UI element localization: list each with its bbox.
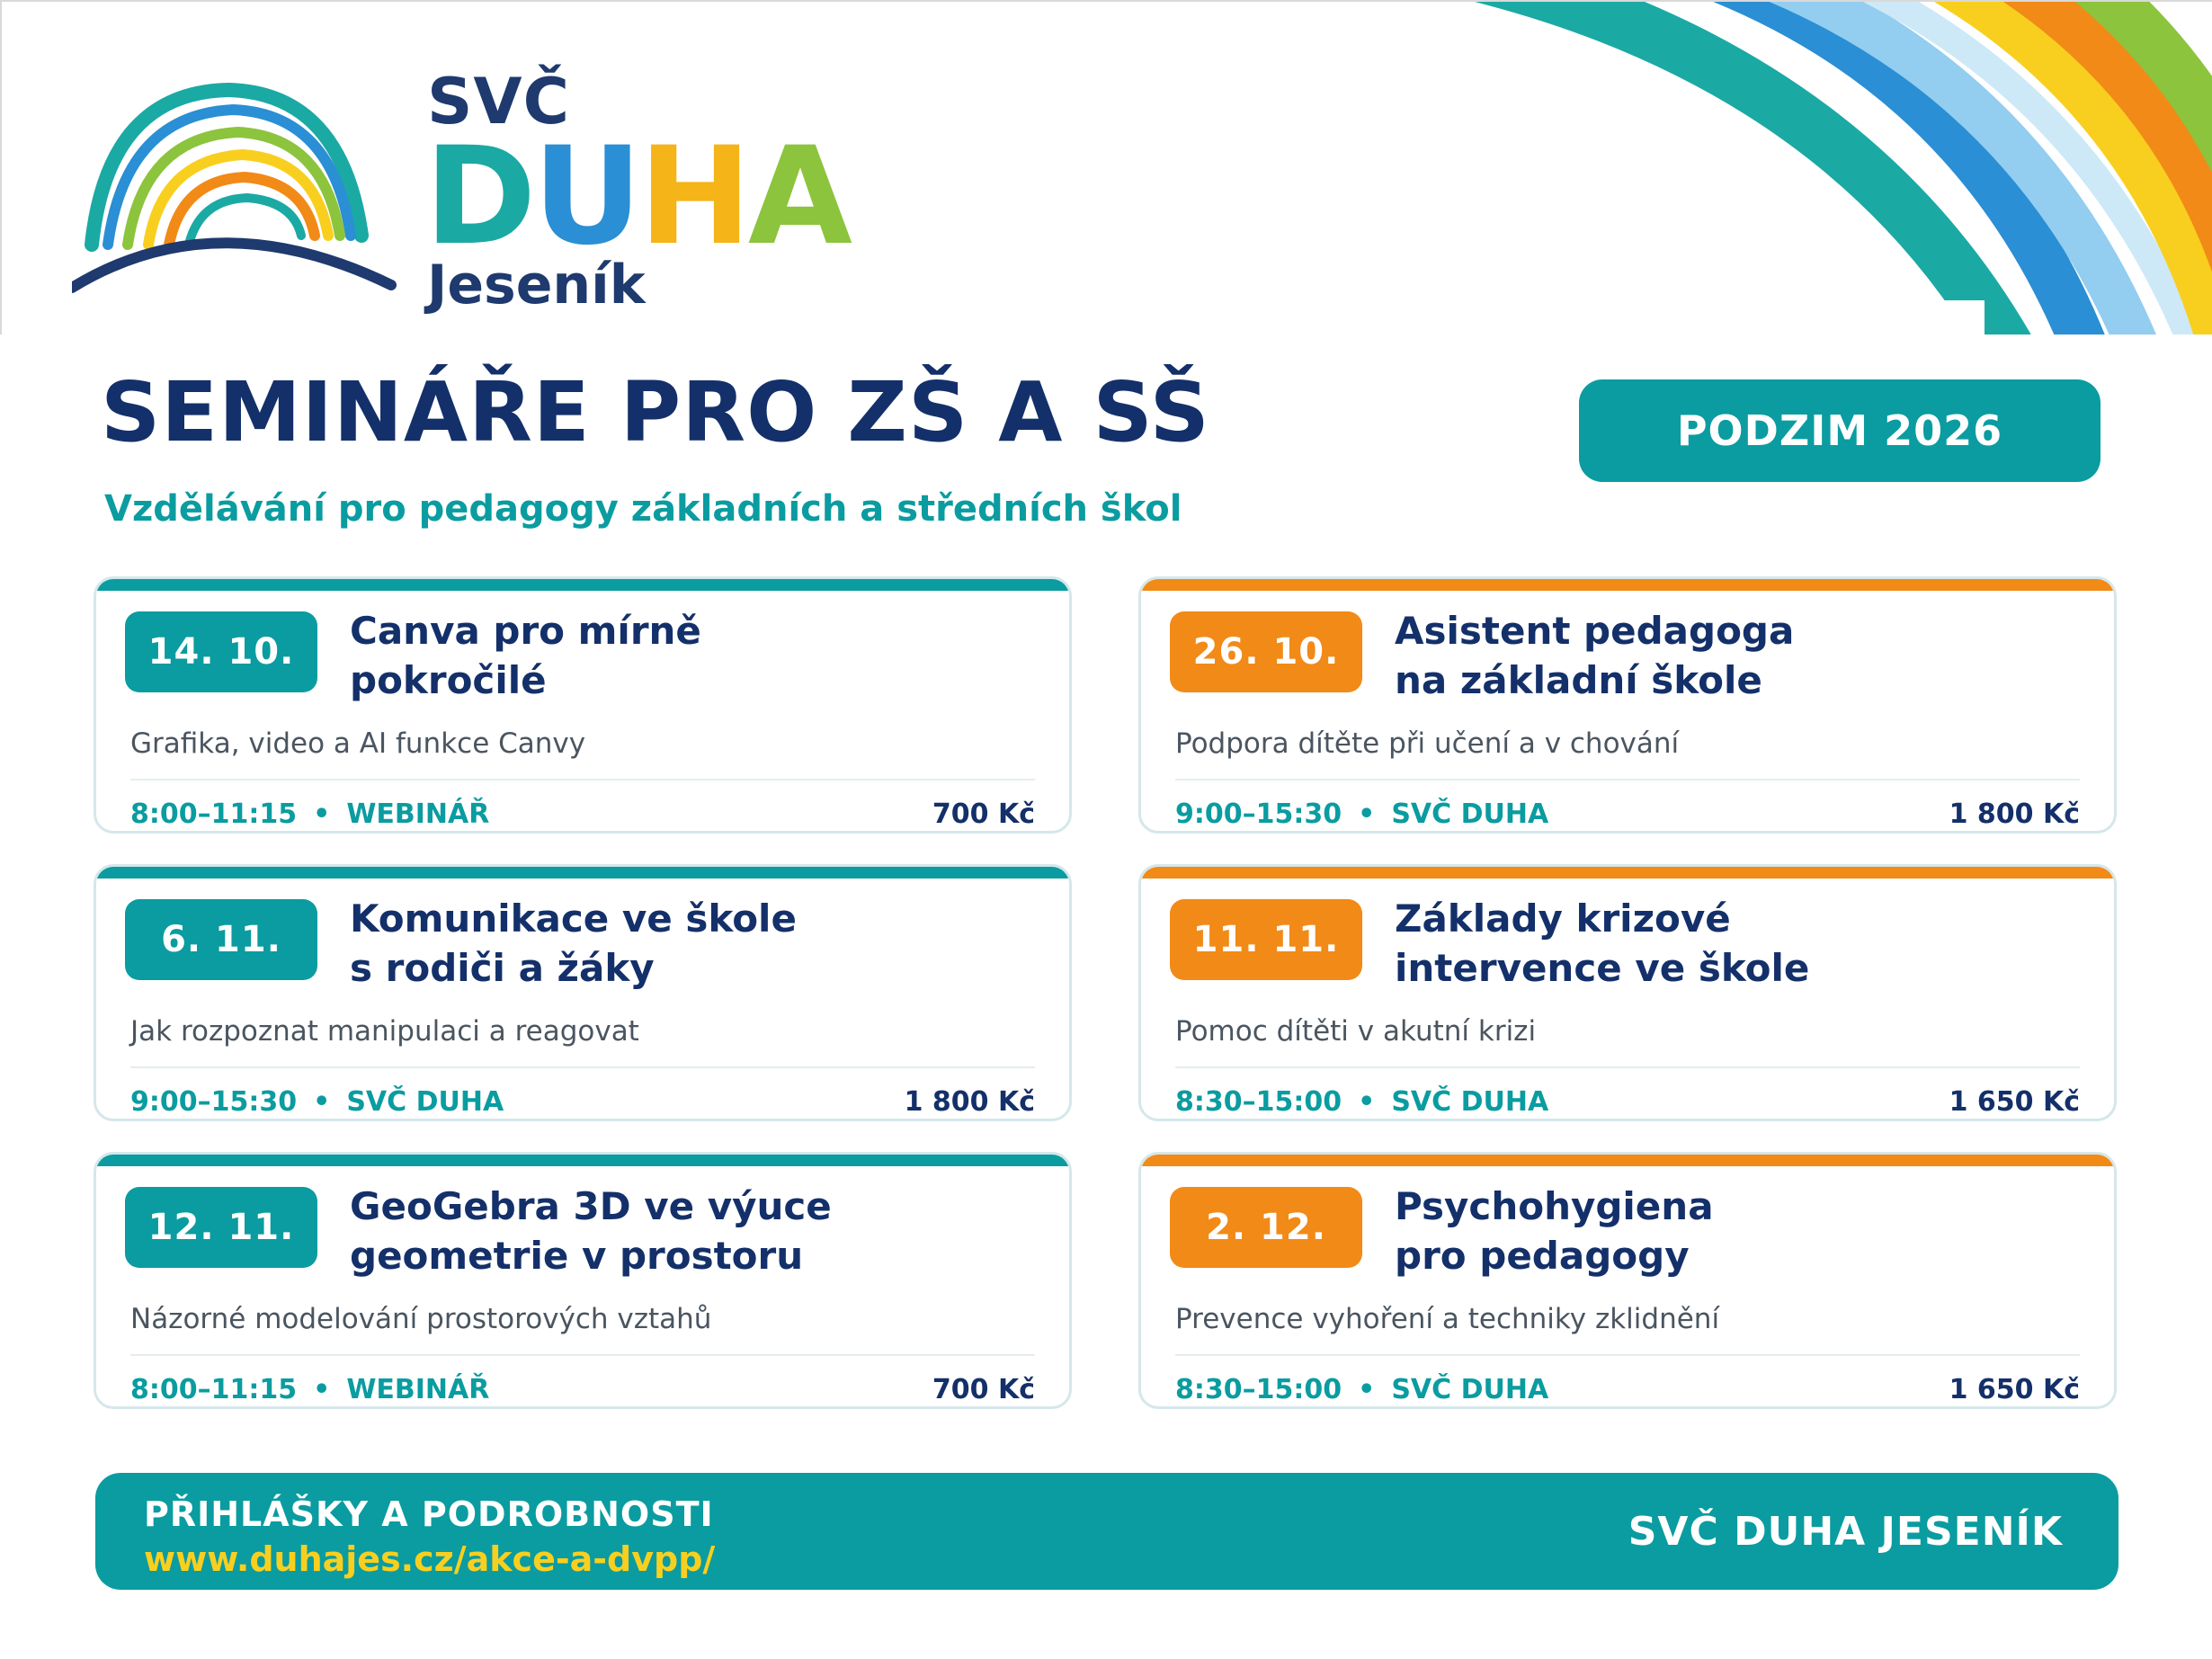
seminar-title-line-1: Asistent pedagoga (1395, 609, 1795, 653)
meta-separator: • (313, 1374, 331, 1405)
seminar-title-line-1: Základy krizové (1395, 896, 1731, 941)
seminar-card (94, 864, 1072, 1121)
seminar-title-line-1: Canva pro mírně (350, 609, 701, 653)
logo-duha-d: D (424, 119, 533, 275)
card-accent-bar (1141, 867, 2114, 879)
seminar-title-line-2: na základní škole (1395, 658, 1762, 702)
page-title: SEMINÁŘE PRO ZŠ A SŠ (101, 364, 1210, 460)
card-divider (1175, 1354, 2080, 1356)
seminar-title (350, 606, 1051, 705)
seminar-title-line-2: intervence ve škole (1395, 946, 1810, 990)
seminar-date-badge: 6. 11. (125, 899, 317, 980)
seminar-date-badge: 12. 11. (125, 1187, 317, 1268)
page-subtitle: Vzdělávání pro pedagogy základních a středních škol (104, 488, 1182, 530)
seminar-card (94, 576, 1072, 834)
header-band (0, 0, 2212, 334)
seminar-description: Podpora dítěte při učení a v chování (1175, 727, 1680, 760)
logo-duha-text (424, 119, 849, 275)
seminar-title (1395, 606, 2096, 705)
seminar-meta (1175, 798, 1548, 830)
card-divider (130, 779, 1035, 780)
seminar-title-line-2: geometrie v prostoru (350, 1234, 804, 1278)
card-divider (130, 1066, 1035, 1068)
logo-jesenik-text: Jeseník (427, 254, 646, 317)
seminar-title-line-2: pro pedagogy (1395, 1234, 1690, 1278)
meta-separator: • (1358, 1374, 1376, 1405)
meta-separator: • (313, 1086, 331, 1118)
seminar-price: 1 800 Kč (904, 1086, 1035, 1118)
seminar-place: WEBINÁŘ (346, 798, 490, 830)
seminar-place: WEBINÁŘ (346, 1374, 490, 1405)
seminar-price: 1 650 Kč (1949, 1086, 2080, 1118)
seminar-title (1395, 1182, 2096, 1280)
seminar-date-badge: 14. 10. (125, 611, 317, 692)
seminar-place: SVČ DUHA (1391, 1374, 1549, 1405)
footer-banner (95, 1473, 2118, 1590)
seminar-description: Pomoc dítěti v akutní krizi (1175, 1015, 1537, 1048)
seminar-place: SVČ DUHA (1391, 798, 1549, 830)
seminar-time: 8:30–15:00 (1175, 1086, 1342, 1118)
meta-separator: • (313, 798, 331, 830)
logo-duha-a: A (747, 119, 849, 275)
seminar-description: Grafika, video a AI funkce Canvy (130, 727, 586, 760)
seminar-meta (130, 1086, 504, 1118)
footer-organization: SVČ DUHA JESENÍK (1628, 1509, 2063, 1555)
seminar-place: SVČ DUHA (1391, 1086, 1549, 1118)
logo-duha-u: U (532, 119, 639, 275)
card-accent-bar (96, 1155, 1069, 1166)
seminar-title-line-2: pokročilé (350, 658, 547, 702)
seminar-time: 8:00–11:15 (130, 798, 298, 830)
seminar-description: Jak rozpoznat manipulaci a reagovat (130, 1015, 639, 1048)
card-accent-bar (96, 867, 1069, 879)
seminar-date-badge: 11. 11. (1170, 899, 1362, 980)
card-accent-bar (1141, 1155, 2114, 1166)
seminar-price: 1 800 Kč (1949, 798, 2080, 830)
seminar-title (350, 894, 1051, 993)
seminar-title (350, 1182, 1051, 1280)
seminar-title-line-2: s rodiči a žáky (350, 946, 655, 990)
seminar-card (94, 1152, 1072, 1409)
season-badge: PODZIM 2026 (1579, 379, 2101, 482)
logo-rainbow-icon (72, 74, 414, 308)
seminar-time: 8:00–11:15 (130, 1374, 298, 1405)
seminar-time: 8:30–15:00 (1175, 1374, 1342, 1405)
seminar-card (1138, 576, 2117, 834)
seminar-time: 9:00–15:30 (1175, 798, 1342, 830)
svc-duha-logo (72, 56, 863, 326)
seminar-time: 9:00–15:30 (130, 1086, 298, 1118)
card-divider (130, 1354, 1035, 1356)
seminar-meta (130, 1374, 489, 1405)
seminar-title (1395, 894, 2096, 993)
seminar-description: Názorné modelování prostorových vztahů (130, 1303, 712, 1335)
seminar-meta (130, 798, 489, 830)
seminar-title-line-1: GeoGebra 3D ve výuce (350, 1184, 832, 1228)
seminar-price: 700 Kč (932, 798, 1035, 830)
meta-separator: • (1358, 798, 1376, 830)
seminar-title-line-1: Komunikace ve škole (350, 896, 797, 941)
card-divider (1175, 1066, 2080, 1068)
seminar-meta (1175, 1374, 1548, 1405)
seminar-card (1138, 1152, 2117, 1409)
seminar-meta (1175, 1086, 1548, 1118)
card-accent-bar (96, 579, 1069, 591)
seminar-place: SVČ DUHA (346, 1086, 504, 1118)
card-accent-bar (1141, 579, 2114, 591)
meta-separator: • (1358, 1086, 1376, 1118)
seminar-date-badge: 2. 12. (1170, 1187, 1362, 1268)
logo-svc-text: SVČ (427, 65, 570, 138)
seminar-title-line-1: Psychohygiena (1395, 1184, 1714, 1228)
seminar-date-badge: 26. 10. (1170, 611, 1362, 692)
seminar-price: 1 650 Kč (1949, 1374, 2080, 1405)
footer-label: PŘIHLÁŠKY A PODROBNOSTI (144, 1494, 714, 1534)
footer-url-link[interactable]: www.duhajes.cz/akce-a-dvpp/ (144, 1539, 716, 1579)
seminar-price: 700 Kč (932, 1374, 1035, 1405)
logo-duha-h: H (638, 119, 748, 275)
seminar-description: Prevence vyhoření a techniky zklidnění (1175, 1303, 1720, 1335)
seminar-card (1138, 864, 2117, 1121)
card-divider (1175, 779, 2080, 780)
